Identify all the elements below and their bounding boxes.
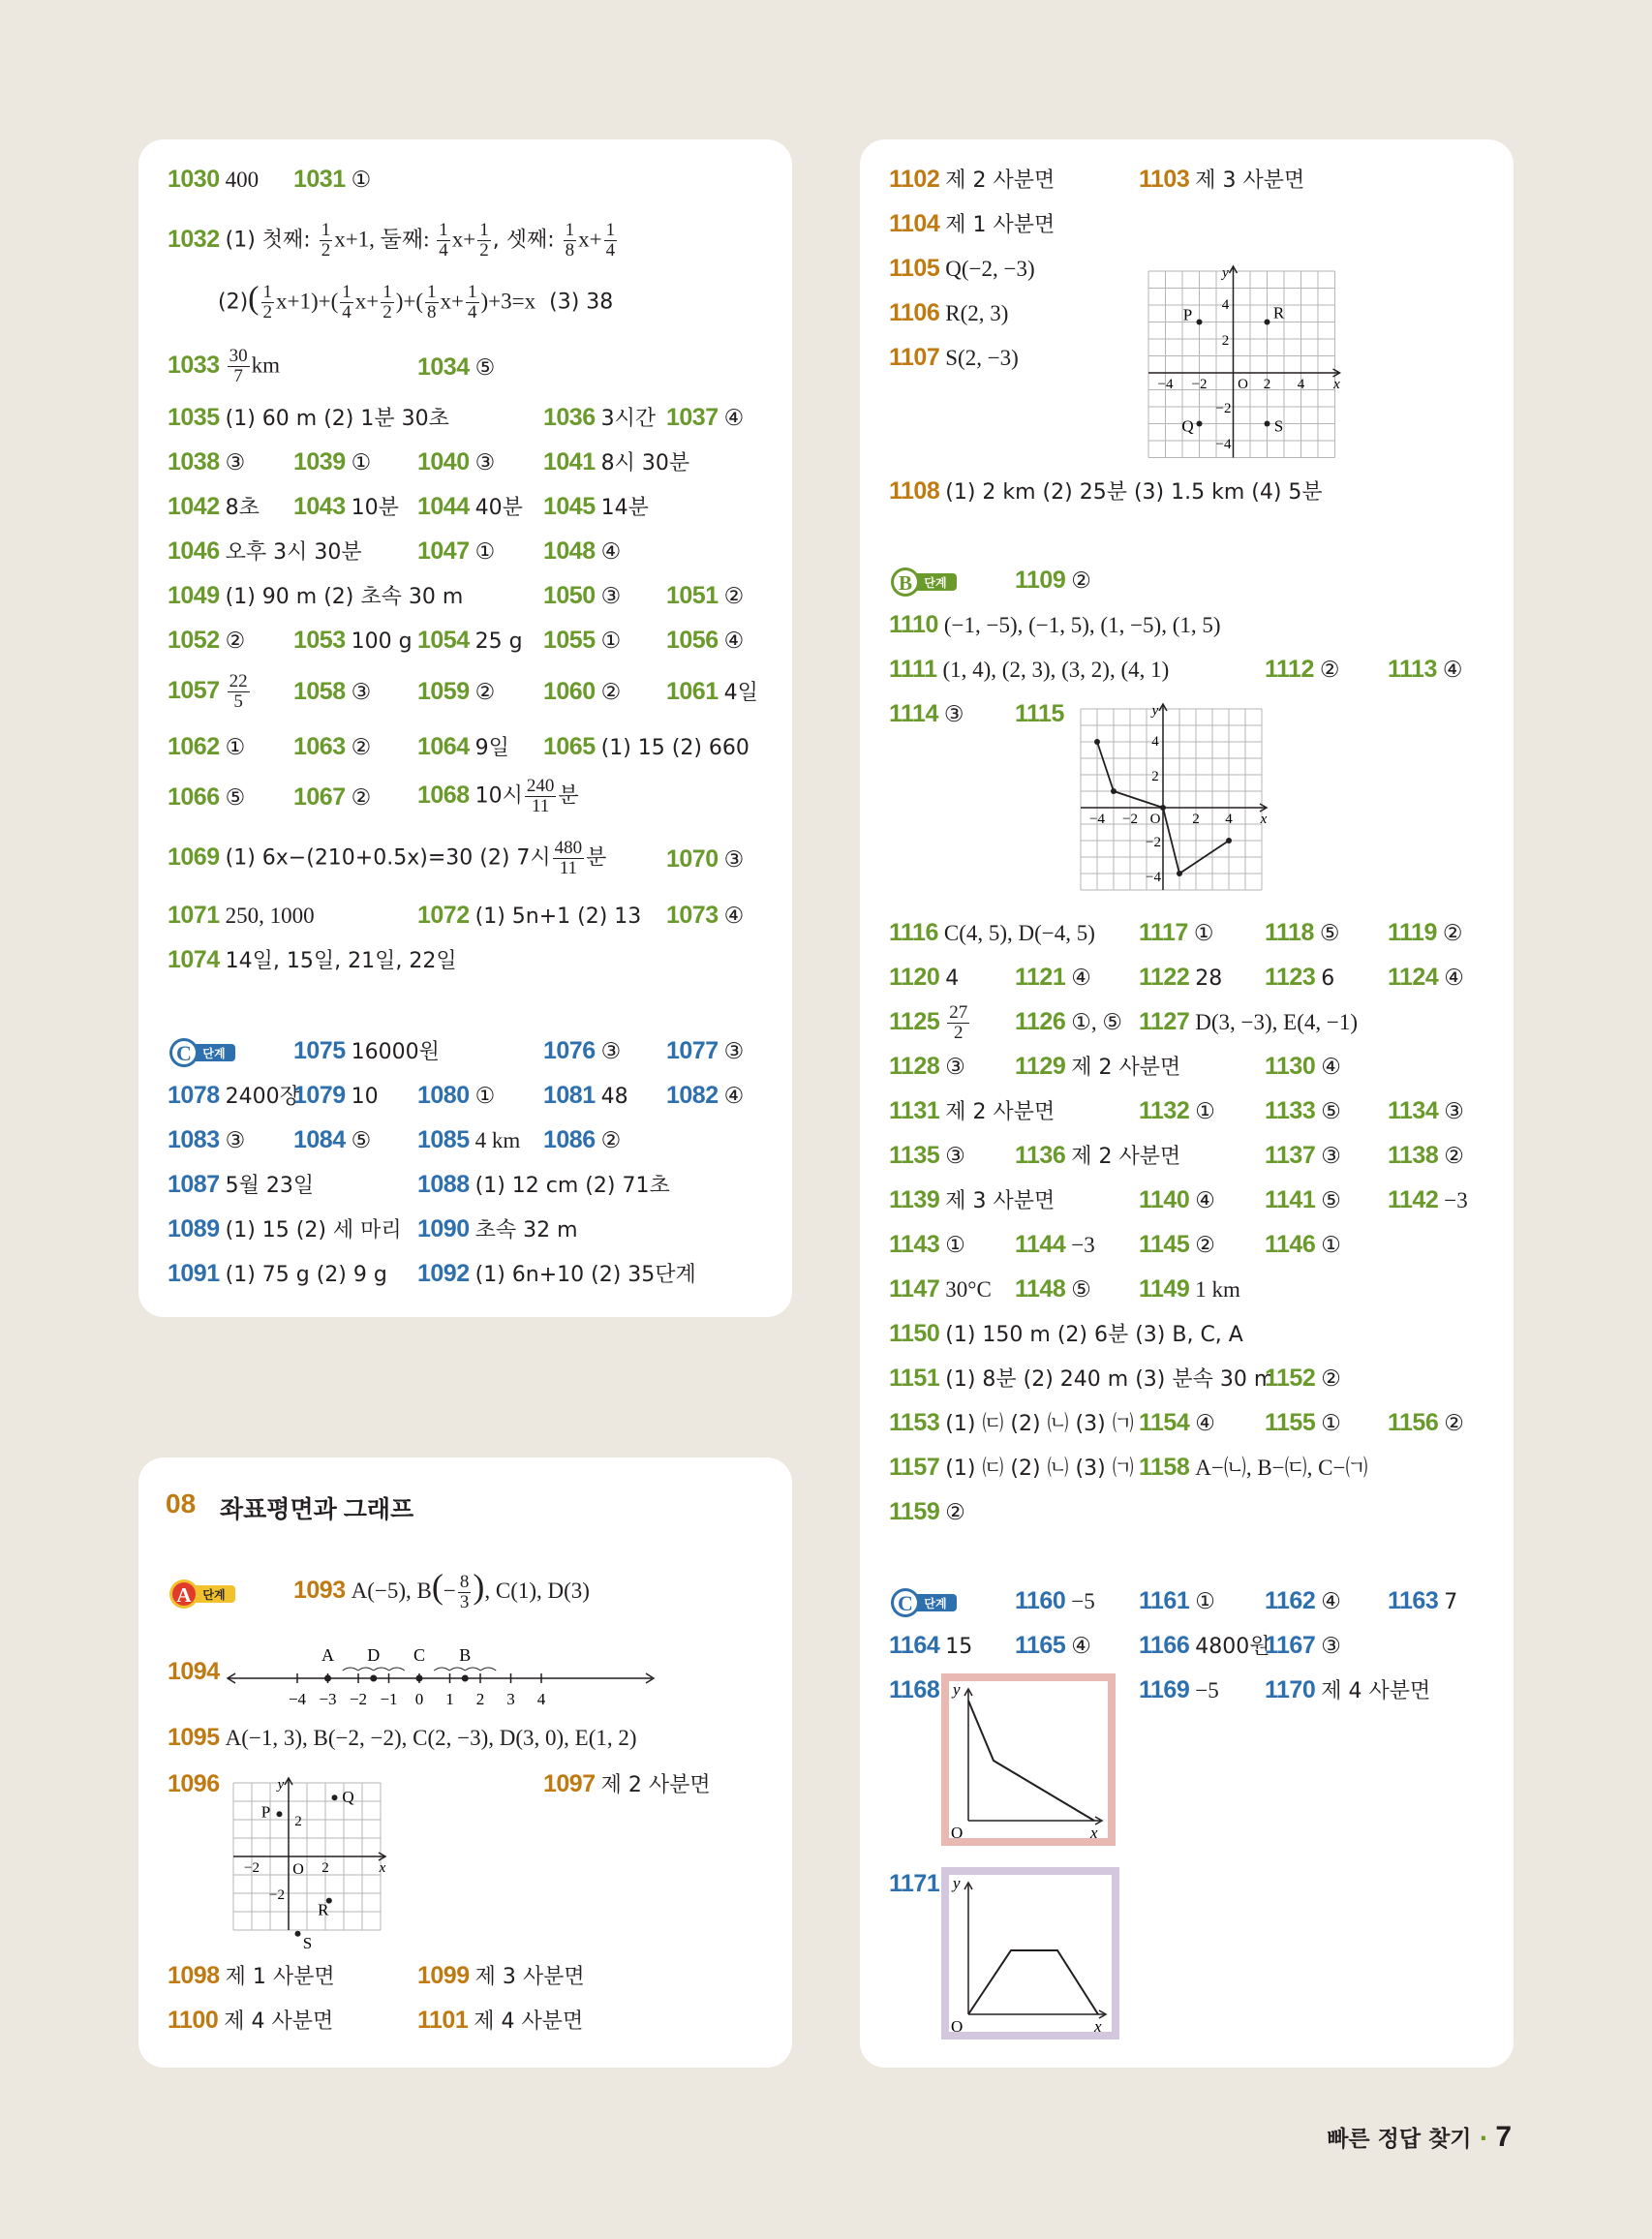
svg-text:B: B [898, 571, 913, 595]
tick-label: −2 [269, 1887, 285, 1903]
step-b-badge [889, 566, 961, 598]
x-label: x [1260, 812, 1268, 827]
tick-label: 2 [1221, 333, 1230, 349]
svg-text:A: A [176, 1583, 192, 1607]
point-dot [416, 1675, 423, 1682]
tick-label: 2 [294, 1814, 302, 1829]
point-dot [1197, 320, 1203, 325]
tick-label: −2 [1122, 812, 1138, 827]
point-dot [277, 1811, 283, 1817]
step-a-badge [168, 1578, 239, 1610]
tick-label: −3 [319, 1690, 337, 1708]
point-dot [1177, 871, 1182, 876]
answers-card-left-top: 1030 400 1031 ① 1032 (1) 첫째: $\frac{1}{2}$ x+1, 둘째: $\frac{1}{4}$ x+ $\frac{1}{2}$ , 셋째: $\frac{1}{8}$ x+ $\frac{1}{4}$ (2)( $\frac{1}{2}$ x+1)+( $\frac{1}{4}$ x+ $\frac{1}{2}$ )+( $\frac{1}{8}$ x+ $\frac{1}{4}$ )+3=x (3) 38 1033 $\frac{30}{7}$ km 1034 ⑤ 1035 (1) 60 m (2) 1분 30초 1036 3시간 1037 ④ 1038 ③ 1039 ① 1040 ③ 1041 8시 30분 1042 8초 1043 10분 1044 40분 1045 14분 1046 오후 3시 30분 1047 ① 1048 ④ 1049 (1) 90 m (2) 초속 30 m 1050 ③ 1051 ② 1052 ② 1053 100 g 1054 25 g 1055 ① 1056 ④ 1057 $\frac{22}{5}$ 1058 ③ 1059 ② 1060 ② 1061 4일 1062 ① 1063 ② 1064 9일 1065 (1) 15 (2) 660 1066 ⑤ 1067 ② 1068 10시 $\frac{240}{11}$ 분 1069 (1) 6x−(210+0.5x)=30 (2) 7시 $\frac{480}{11}$ 분 1070 ③ 1071 250, 1000 1072 (1) 5n+1 (2) 13 1073 ④ 1074 14일, 15일, 21일, 22일 C 단계 1075 16000원 1076 ③ 1077 ③ 1078 2400장 1079 10 1080 ① 1081 48 1082 ④ 1083 ③ 1084 ⑤ 1085 4 km 1086 ② 1087 5월 23일 1088 (1) 12 cm (2) 71초 1089 (1) 15 (2) 세 마리 1090 초속 32 m 1091 (1) 75 g (2) 9 g 1092 (1) 6n+10 (2) 35단계 [138, 139, 792, 1317]
x-label: x [379, 1860, 386, 1876]
point-dot [1265, 320, 1270, 325]
tick-label: −4 [288, 1690, 307, 1708]
point-dot [1226, 838, 1232, 843]
svg-text:단계: 단계 [924, 576, 947, 590]
division-arc [449, 1668, 465, 1671]
footer-title: 빠른 정답 찾기 [1327, 2127, 1472, 2152]
tick-label: 0 [414, 1690, 424, 1708]
point-dot [1094, 739, 1100, 745]
svg-text:O: O [951, 2017, 964, 2036]
svg-text:C: C [176, 1041, 192, 1065]
origin-label: O [1149, 812, 1161, 827]
step-c-badge [889, 1586, 961, 1619]
tick-label: −1 [380, 1690, 398, 1708]
svg-text:y: y [953, 1874, 961, 1892]
tick-label: 2 [1192, 812, 1200, 827]
row-1093: 1093 A(−5), B(− $\frac{8}{3}$ ), C(1), D(3) [293, 1567, 590, 1612]
coordinate-grid-1105 [1139, 261, 1342, 461]
svg-text:단계: 단계 [924, 1597, 947, 1610]
y-label: y [1151, 703, 1159, 719]
point-label: B [459, 1645, 472, 1665]
tick-label: 4 [1225, 812, 1233, 827]
point-label: D [367, 1645, 381, 1665]
row-1033: 1033 $\frac{30}{7}$ km [168, 346, 281, 386]
page-number: 7 [1495, 2121, 1512, 2153]
svg-text:C: C [898, 1591, 913, 1615]
point-dot [1197, 421, 1203, 427]
tick-label: −4 [1157, 377, 1174, 392]
footer-dot: · [1479, 2127, 1488, 2152]
graph-1171 [943, 1869, 1119, 2040]
y-label: y [277, 1777, 285, 1793]
division-arc [343, 1668, 358, 1671]
svg-text:x: x [1090, 1824, 1098, 1842]
tick-label: 4 [536, 1690, 546, 1708]
division-arc [374, 1668, 389, 1671]
tick-label: −2 [349, 1690, 368, 1708]
point-dot [1111, 788, 1117, 794]
point-dot [1160, 805, 1166, 811]
answers-card-section-08: 08 좌표평면과 그래프 A 단계 1093 A(−5), B(− $\frac{8}{3}$ ), C(1), D(3) 1094 −4 −3 −2 −1 0 1 2 3 4 A D C B 1095 A(−1, 3), B(−2, −2), C(2, −3), D(3, 0), E(1, 2) 1096 y x O 2 −2 2 −2 P Q R S 1097 제 2 사분면 1098 제 1 사분면 1099 제 3 사분면 1100 제 4 사분면 1101 제 4 사분면 [138, 1457, 792, 2068]
point-label: R [1272, 303, 1285, 322]
section-title: 좌표평면과 그래프 [220, 1496, 414, 1523]
fraction: $\frac{1}{2}$ [321, 220, 331, 261]
division-arc [358, 1668, 374, 1671]
division-arc [434, 1668, 449, 1671]
tick-label: −4 [1089, 812, 1105, 827]
point-label: S [1273, 416, 1284, 436]
coordinate-grid-1096 [224, 1773, 394, 1952]
tick-label: 1 [445, 1690, 454, 1708]
coordinate-graph-1115 [1071, 699, 1269, 899]
tick-label: 2 [1263, 377, 1271, 392]
svg-text:단계: 단계 [202, 1047, 226, 1060]
point-dot [370, 1675, 377, 1682]
y-label: y [1222, 265, 1229, 281]
graph-1168 [943, 1675, 1116, 1846]
point-dot [332, 1794, 338, 1800]
tick-label: 4 [1151, 734, 1159, 750]
point-label: S [302, 1933, 313, 1952]
point-label: P [260, 1802, 271, 1822]
x-label: x [1333, 377, 1340, 392]
tick-label: 2 [321, 1860, 329, 1876]
tick-label: −2 [1191, 377, 1208, 392]
tick-label: −2 [1215, 401, 1232, 416]
point-dot [324, 1675, 331, 1682]
point-dot [462, 1675, 469, 1682]
point-label: A [321, 1645, 334, 1665]
tick-label: −4 [1215, 437, 1232, 452]
tick-label: −2 [244, 1860, 260, 1876]
tick-label: 3 [506, 1690, 515, 1708]
point-dot [1265, 421, 1270, 427]
answers-card-right: 1102 제 2 사분면 1103 제 3 사분면 1104 제 1 사분면 1105 Q(−2, −3) 1106 R(2, 3) 1107 S(2, −3) y x O 2 4 −2 −4 4 2 −2 −4 P R Q S 1108 (1) 2 km (2) 25분 (3) 1.5 km (4) 5분 B 단계 1109 ② 1110 (−1, −5), (−1, 5), (1, −5), (1, 5) 1111 (1, 4), (2, 3), (3, 2), (4, 1) 1112 ② 1113 ④ 1114 ③ 1115 y x O 2 4 −2 −4 4 2 −2 −4 1116 C(4, 5), D(−4, 5) 1117 ① 1118 ⑤ 1119 ② 1120 4 1121 ④ 1122 28 1123 6 1124 ④ 1125 $\frac{27}{2}$ 1126 ①, ⑤ 1127 D(3, −3), E(4, −1) 1128 ③ 1129 제 2 사분면 1130 ④ 1131 제 2 사분면 1132 ① 1133 ⑤ 1134 ③ 1135 ③ 1136 제 2 사분면 1137 ③ 1138 ② 1139 제 3 사분면 1140 ④ 1141 ⑤ 1142 −3 1143 ① 1144 −3 1145 ② 1146 ① 1147 30°C 1148 ⑤ 1149 1 km 1150 (1) 150 m (2) 6분 (3) B, C, A 1151 (1) 8분 (2) 240 m (3) 분속 30 m 1152 ② 1153 (1) ㈂ (2) ㈁ (3) ㈀ 1154 ④ 1155 ① 1156 ② 1157 (1) ㈂ (2) ㈁ (3) ㈀ 1158 A−㈁, B−㈂, C−㈀ 1159 ② C 단계 1160 −5 1161 ① 1162 ④ 1163 7 1164 15 1165 ④ 1166 4800원 1167 ③ 1168 y x O 1169 −5 1170 제 4 사분면 1171 y x O [860, 139, 1514, 2068]
number-line-1094 [226, 1632, 661, 1709]
point-label: C [413, 1645, 426, 1665]
point-label: P [1182, 305, 1193, 324]
tick-label: 4 [1221, 297, 1230, 313]
point-label: Q [1181, 416, 1194, 436]
point-label: Q [342, 1788, 354, 1807]
division-arc [389, 1668, 405, 1671]
row-1032-2: (2)( $\frac{1}{2}$ x+1)+( $\frac{1}{4}$ x+ $\frac{1}{2}$ )+( $\frac{1}{8}$ x+ $\frac{1}{4}$ )+3=x (3) 38 [218, 280, 614, 322]
tick-label: 2 [1151, 769, 1159, 784]
point-dot [295, 1931, 301, 1937]
tick-label: 4 [1297, 377, 1305, 392]
row-1032-1: 1032 (1) 첫째: $\frac{1}{2}$ x+1, 둘째: $\frac{1}{4}$ x+ $\frac{1}{2}$ , 셋째: $\frac{1}{8}$ x+ $\frac{1}{4}$ [168, 220, 616, 261]
origin-label: O [1238, 377, 1248, 392]
tick-label: 2 [475, 1690, 485, 1708]
division-arc [480, 1668, 496, 1671]
tick-label: −4 [1146, 870, 1161, 885]
page-footer [1327, 2121, 1512, 2154]
row-1030: 1030 400 [168, 166, 260, 193]
step-c-badge [168, 1036, 239, 1069]
svg-text:O: O [951, 1824, 964, 1842]
division-arc [465, 1668, 480, 1671]
svg-text:x: x [1094, 2017, 1102, 2036]
section-number: 08 [166, 1488, 197, 1518]
point-label: R [318, 1900, 329, 1919]
tick-label: −2 [1146, 835, 1161, 850]
svg-text:y: y [953, 1680, 961, 1699]
svg-text:단계: 단계 [202, 1588, 226, 1602]
origin-label: O [292, 1861, 304, 1878]
